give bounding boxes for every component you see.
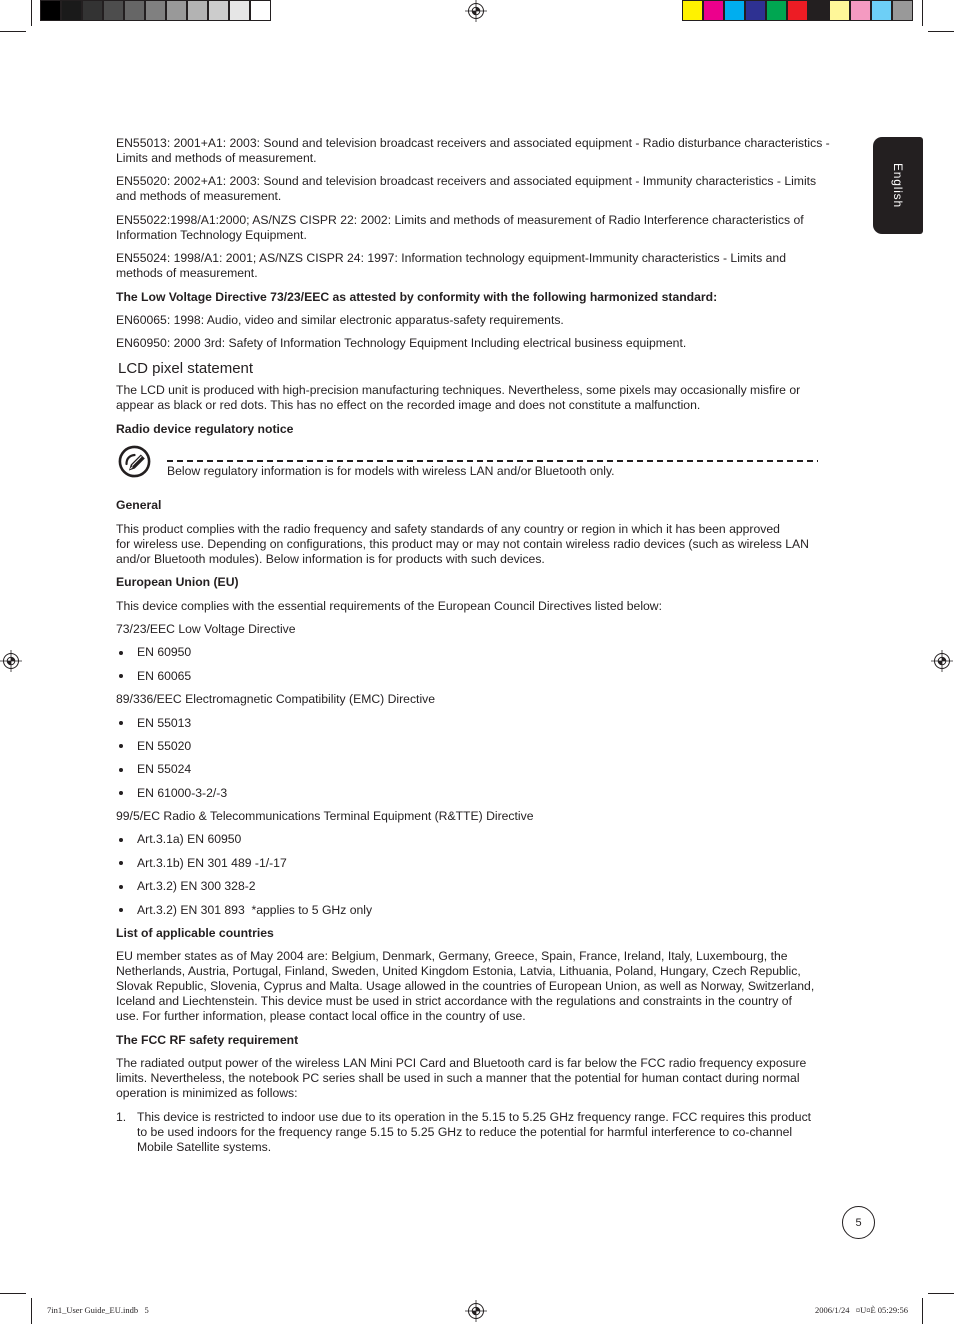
grayscale-swatch [145, 0, 166, 21]
crop-mark [928, 31, 954, 32]
text-line: The Low Voltage Directive 73/23/EEC as attested by conformity with the following harmonized standard: [116, 289, 718, 304]
text-line: This device complies with the essential requirements of the European Council Directives listed below: [116, 598, 662, 613]
language-tab-label: English [891, 163, 905, 208]
page-number-text: 5 [855, 1216, 862, 1229]
bullet-icon [119, 768, 123, 772]
list-item-text: EN 55024 [137, 762, 192, 777]
grayscale-bar [40, 0, 271, 21]
text-line: Information Technology Equipment. [116, 227, 307, 242]
list-item [116, 739, 840, 754]
bullet-list [116, 716, 840, 801]
list-item [116, 832, 840, 847]
numbered-item [116, 1110, 840, 1155]
text-line: European Union (EU) [116, 575, 239, 590]
slug-filename: 7in1_User Guide_EU.indb 5 [47, 1305, 149, 1315]
bullet-icon [119, 838, 123, 842]
color-swatch [871, 0, 892, 21]
text-line: Radio device regulatory notice [116, 421, 294, 436]
text-line: EN55024: 1998/A1: 2001; AS/NZS CISPR 24: 1997: Information technology equipment-Immunity characteristics - Limits and [116, 251, 786, 266]
directive-name [116, 809, 840, 824]
crop-mark [31, 0, 32, 26]
item-number: 1. [116, 1109, 127, 1124]
text-line: Iceland and Liechtenstein. This device must be used in strict accordance with the regulations and constraints in the country of [116, 994, 792, 1009]
text-line: to be used indoors for the frequency range 5.15 to 5.25 GHz to reduce the potential for harmful interference to co-channel [137, 1124, 793, 1139]
note-text: Below regulatory information is for models with wireless LAN and/or Bluetooth only. [167, 464, 615, 479]
text-line: EN55020: 2002+A1: 2003: Sound and television broadcast receivers and associated equipment - Immunity characteristics - Limits [116, 174, 817, 189]
text-line: EN55022:1998/A1:2000; AS/NZS CISPR 22: 2002: Limits and methods of measurement of Radio Interference characteristics of [116, 212, 804, 227]
bullet-icon [119, 908, 123, 912]
grayscale-swatch [103, 0, 124, 21]
crop-mark [928, 1293, 954, 1294]
text-line: EU member states as of May 2004 are: Belgium, Denmark, Germany, Greece, Spain, France, Ireland, Italy, Luxembourg, the [116, 949, 788, 964]
text-line: and/or Bluetooth modules). Below information is for products with such devices. [116, 551, 545, 566]
bullet-icon [119, 721, 123, 725]
color-swatch [745, 0, 766, 21]
color-swatch [808, 0, 829, 21]
crop-mark [31, 1298, 32, 1324]
bullet-icon [119, 651, 123, 655]
section-title-lcd: LCD pixel statement [118, 359, 254, 377]
text-line: This product complies with the radio frequency and safety standards of any country or region in which it has been approved [116, 521, 780, 536]
bullet-icon [119, 674, 123, 678]
text-line: and methods of measurement. [116, 189, 282, 204]
text-line: The LCD unit is produced with high-precision manufacturing techniques. Nevertheless, some pixels may occasionally misfire or [116, 383, 801, 398]
directive-name [116, 622, 840, 637]
list-item-text: EN 55013 [137, 715, 192, 730]
list-item-text: EN 61000-3-2/-3 [137, 785, 228, 800]
list-item [116, 879, 840, 894]
bullet-icon [119, 885, 123, 889]
bullet-list [116, 645, 840, 683]
color-swatch [787, 0, 808, 21]
color-swatch [892, 0, 913, 21]
text-line: for wireless use. Depending on configurations, this product may or may not contain wireless radio devices (such as wireless LAN [116, 536, 809, 551]
page-number [842, 1206, 875, 1239]
text-line: General [116, 498, 162, 513]
text-line: EN60065: 1998: Audio, video and similar electronic apparatus-safety requirements. [116, 312, 564, 327]
list-item-text: EN 60950 [137, 645, 192, 660]
list-item-text: Art.3.2) EN 300 328-2 [137, 879, 256, 894]
text-line: limits. Nevertheless, the notebook PC series shall be used in such a manner that the potential for human contact during normal [116, 1071, 800, 1086]
bullet-icon [119, 791, 123, 795]
list-item-text: EN 55020 [137, 738, 192, 753]
list-item [116, 645, 840, 660]
low-voltage-heading [116, 290, 840, 305]
list-item [116, 669, 840, 684]
list-item [116, 716, 840, 731]
color-swatch [703, 0, 724, 21]
text-line: appear as black or red dots. This has no effect on the recorded image and does not constitute a malfunction. [116, 398, 701, 413]
text-line: 89/336/EEC Electromagnetic Compatibility (EMC) Directive [116, 692, 436, 707]
dashed-rule [167, 460, 818, 462]
standard-en55013 [116, 136, 840, 166]
list-item-text: Art.3.1a) EN 60950 [137, 832, 242, 847]
grayscale-swatch [40, 0, 61, 21]
standard-en60065 [116, 313, 840, 328]
color-swatch [829, 0, 850, 21]
standard-en55024 [116, 251, 840, 281]
standard-en55020 [116, 174, 840, 204]
directive-name [116, 692, 840, 707]
registration-mark-icon [465, 1300, 487, 1322]
crop-mark [0, 31, 26, 32]
text-line: List of applicable countries [116, 926, 274, 941]
radio-notice-heading [116, 422, 840, 437]
crop-mark [922, 0, 923, 26]
text-line: EN60950: 2000 3rd: Safety of Information Technology Equipment Including electrical business equipment. [116, 336, 687, 351]
text-line: 99/5/EC Radio & Telecommunications Terminal Equipment (R&TTE) Directive [116, 809, 534, 824]
text-line: The radiated output power of the wireless LAN Mini PCI Card and Bluetooth card is far below the FCC radio frequency exposure [116, 1056, 807, 1071]
grayscale-swatch [187, 0, 208, 21]
text-line: use. For further information, please contact local office in the country of use. [116, 1009, 526, 1024]
text-line: This device is restricted to indoor use due to its operation in the 5.15 to 5.25 GHz frequency range. FCC requires this product [137, 1109, 812, 1124]
color-swatch [724, 0, 745, 21]
text-line: Mobile Satellite systems. [137, 1139, 272, 1154]
grayscale-swatch [229, 0, 250, 21]
bullet-icon [119, 861, 123, 865]
grayscale-swatch [82, 0, 103, 21]
eu-intro [116, 599, 840, 614]
list-item [116, 786, 840, 801]
text-line: EN55013: 2001+A1: 2003: Sound and television broadcast receivers and associated equipment - Radio disturbance characteristics - [116, 136, 830, 150]
color-swatch [766, 0, 787, 21]
text-line: Netherlands, Austria, Portugal, Finland, Sweden, United Kingdom Estonia, Latvia, Lithuania, Poland, Hungary, Czech Republic, [116, 964, 801, 979]
language-tab [873, 137, 923, 234]
text-line: methods of measurement. [116, 266, 258, 281]
lcd-statement [116, 383, 840, 413]
slug-timestamp: 2006/1/24 ¤U¤È 05:29:56 [814, 1305, 908, 1315]
fcc-heading [116, 1033, 840, 1048]
color-swatch [682, 0, 703, 21]
fcc-body [116, 1056, 840, 1101]
general-body [116, 522, 840, 567]
eu-heading [116, 575, 840, 590]
grayscale-swatch [250, 0, 271, 21]
color-swatch [850, 0, 871, 21]
standard-en60950 [116, 336, 840, 351]
note-callout [116, 445, 840, 490]
standard-en55022 [116, 213, 840, 243]
list-item [116, 903, 840, 918]
grayscale-swatch [61, 0, 82, 21]
page-body [116, 136, 840, 1163]
registration-mark-icon [0, 650, 22, 672]
registration-mark-icon [931, 650, 953, 672]
list-item [116, 856, 840, 871]
registration-mark-icon [465, 0, 487, 22]
bullet-icon [119, 744, 123, 748]
list-item-text: EN 60065 [137, 668, 192, 683]
text-line: Limits and methods of measurement. [116, 151, 317, 165]
list-item [116, 762, 840, 777]
countries-body [116, 949, 840, 1024]
bullet-list [116, 832, 840, 917]
text-line: The FCC RF safety requirement [116, 1032, 299, 1047]
numbered-list [116, 1110, 840, 1155]
list-item-text: Art.3.1b) EN 301 489 -1/-17 [137, 855, 287, 870]
crop-mark [0, 1293, 26, 1294]
process-color-bar [682, 0, 913, 21]
crop-mark [922, 1298, 923, 1324]
grayscale-swatch [166, 0, 187, 21]
grayscale-swatch [124, 0, 145, 21]
grayscale-swatch [208, 0, 229, 21]
text-line: operation is minimized as follows: [116, 1086, 298, 1101]
general-heading [116, 498, 840, 513]
list-item-text: Art.3.2) EN 301 893 *applies to 5 GHz only [137, 902, 373, 917]
text-line: Slovak Republic, Slovenia, Cyprus and Malta. Usage allowed in the countries of European Union, as well as Norway, Switzerland, [116, 979, 815, 994]
countries-heading [116, 926, 840, 941]
note-pen-icon [118, 445, 151, 478]
text-line: 73/23/EEC Low Voltage Directive [116, 621, 296, 636]
